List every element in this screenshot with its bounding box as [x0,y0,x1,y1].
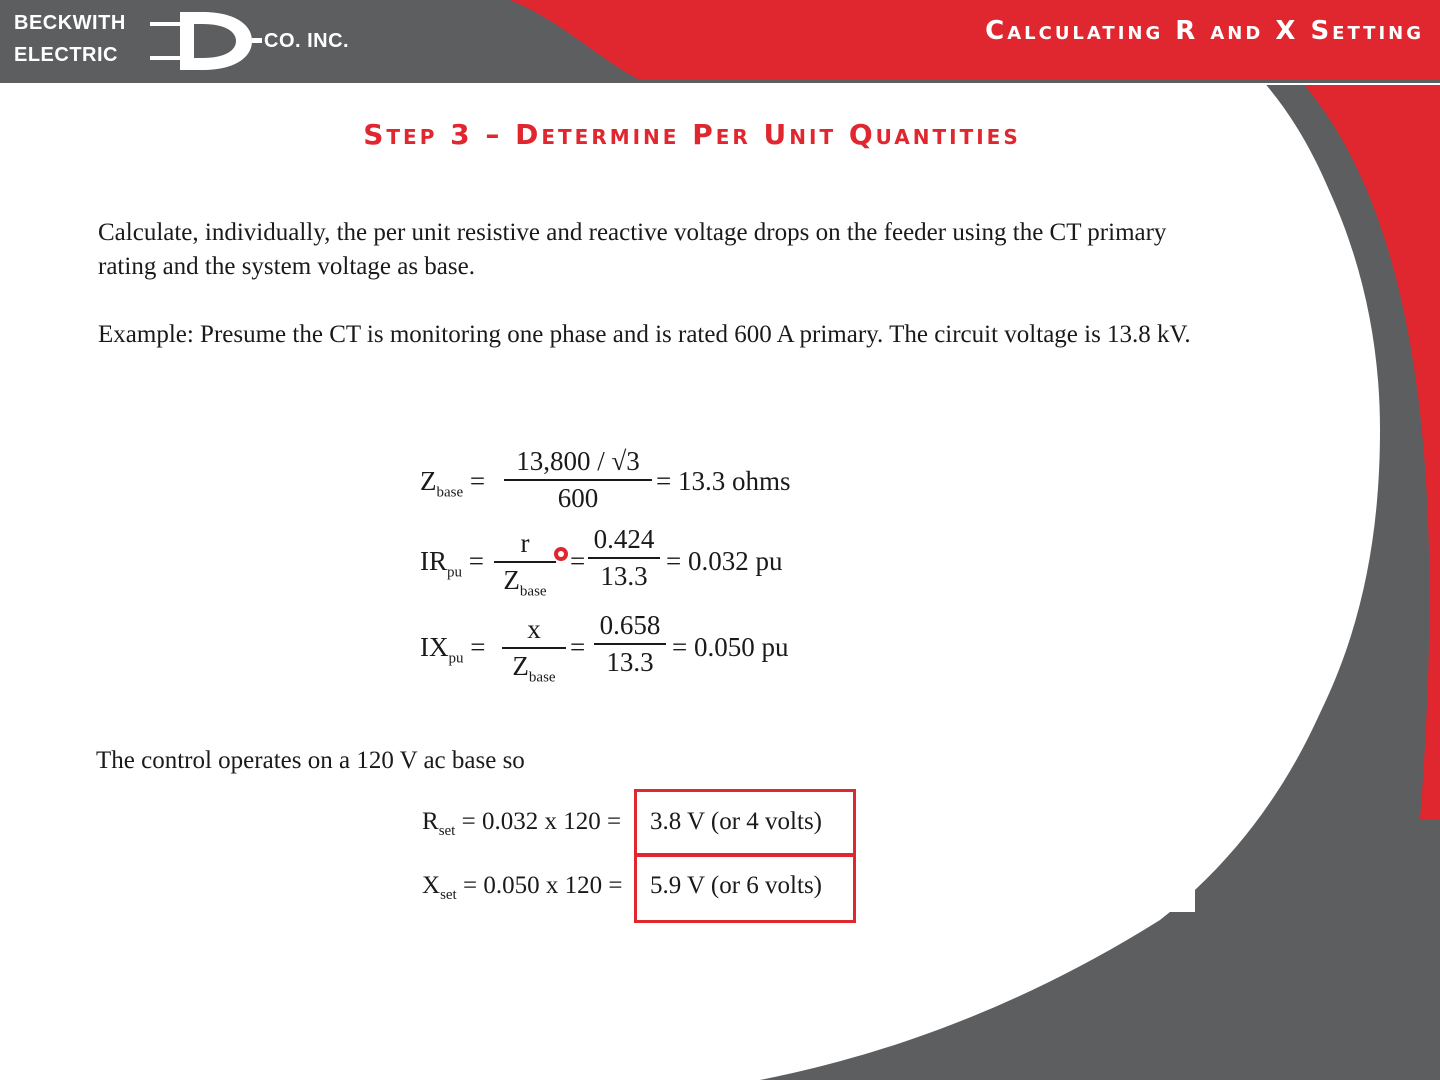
irpu-result: = 0.032 pu [666,546,783,576]
pointer-cursor-indicator [554,547,568,561]
ixpu-lhs: $IX_{pu}$ = [420,632,486,667]
ixpu-fraction-numeric: 0.658 13.3 [594,610,666,678]
xset-result: 5.9 V (or 6 volts) [650,872,822,899]
irpu-lhs: $IR_{pu}$ = [420,546,484,581]
ixpu-result: = 0.050 pu [672,632,789,662]
zbase-denominator: 600 [557,483,599,513]
zbase-fraction [504,446,652,514]
zbase-result: = 13.3 ohms [656,466,791,496]
paragraph-example: Example: Presume the CT is monitoring one phase and is rated 600 A primary. The circuit voltage is 13.8 kV. [98,321,1191,348]
rset-expression: $R_{set} = 0.032$ x 120 = [422,808,622,839]
irpu-fraction-numeric: 0.424 13.3 [588,524,660,592]
logo-text-beckwith: BECKWITH [14,12,126,34]
zbase-lhs: $Z_{base}$ = [420,466,486,501]
header-title: Calculating R and X Setting [985,16,1424,46]
irpu-fraction-symbolic: r $Z_{base}$ [494,528,556,600]
step-title: Step 3 – Determine Per Unit Quantities [363,118,1021,151]
header-rule [0,80,1440,83]
paragraph-control-base: The control operates on a 120 V ac base so [96,747,525,774]
logo-text-co-inc: CO. INC. [264,30,350,52]
rset-result: 3.8 V (or 4 volts) [650,808,822,835]
paragraph-instructions: Calculate, individually, the per unit resistive and reactive voltage drops on the feeder using the CT primary rating and the system voltage as base. [98,219,1167,280]
xset-expression: $X_{set} = 0.050$ x 120 = [422,872,623,903]
ixpu-fraction-symbolic: x $Z_{base}$ [502,614,566,686]
zbase-numerator: 13,800 / √3 [516,446,640,476]
logo-text-electric: ELECTRIC [14,44,118,66]
company-logo [12,8,392,72]
